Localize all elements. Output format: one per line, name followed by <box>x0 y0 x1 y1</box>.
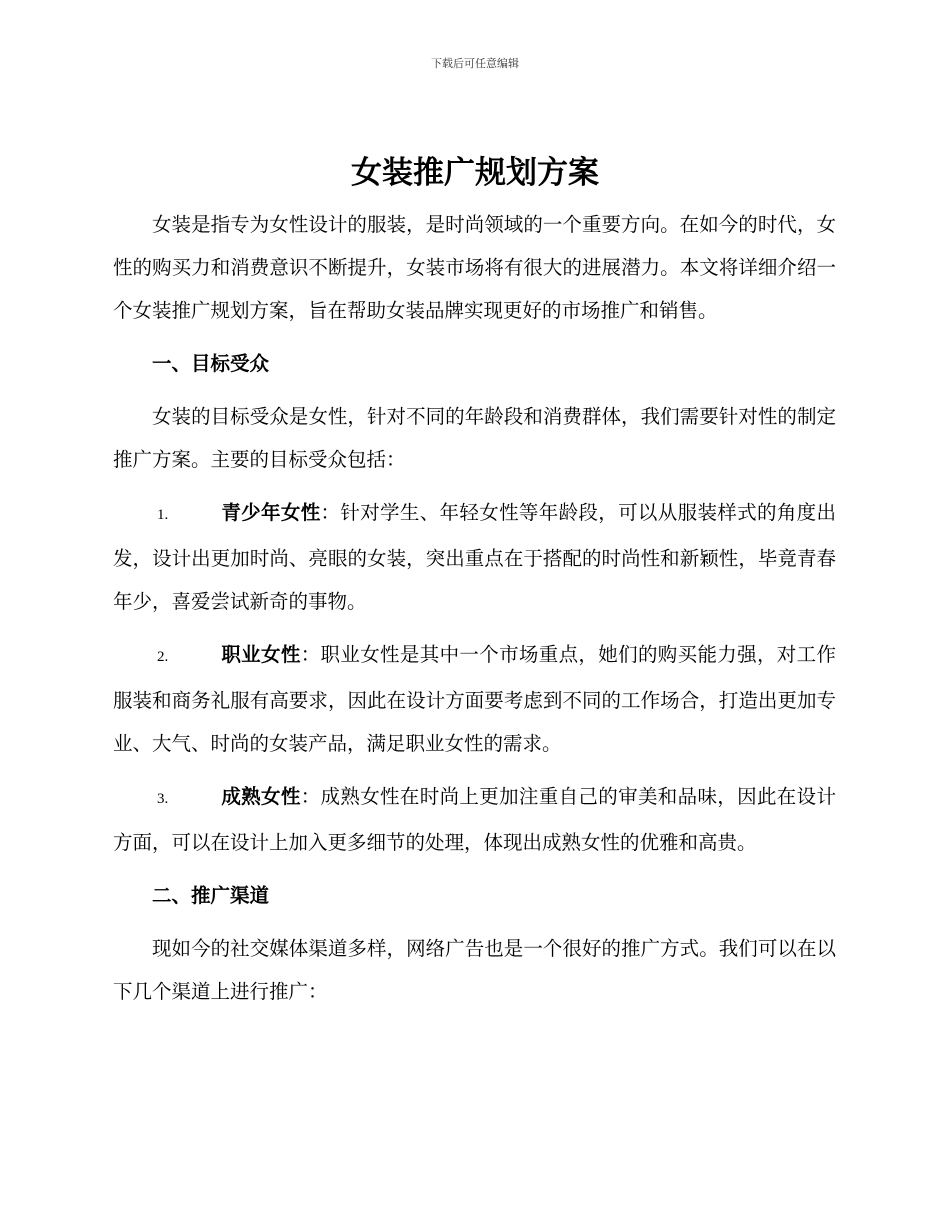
list-item-term: 职业女性 <box>221 643 301 666</box>
promotion-channels-paragraph: 现如今的社交媒体渠道多样，网络广告也是一个很好的推广方式。我们可以在以下几个渠道上进行推广： <box>113 937 836 1003</box>
document-body <box>113 203 836 1013</box>
list-item-term: 青少年女性 <box>221 501 321 524</box>
list-item-number: 3. <box>157 791 169 807</box>
page-header-note: 下载后可任意编辑 <box>431 57 519 70</box>
section-heading-target-audience: 一、目标受众 <box>152 352 270 375</box>
list-item-number: 2. <box>157 649 169 665</box>
list-item-text: ：职业女性是其中一个市场重点，她们的购买能力强，对工作服装和商务礼服有高要求，因此在设计方面要考虑到不同的工作场合，打造出更加专业、大气、时尚的女装产品，满足职业女性的需求。 <box>113 643 836 755</box>
list-item-number: 1. <box>157 507 169 523</box>
list-item <box>113 633 836 765</box>
list-item-text: ：成熟女性在时尚上更加注重自己的审美和品味，因此在设计方面，可以在设计上加入更多细节的处理，体现出成熟女性的优雅和高贵。 <box>113 785 836 854</box>
target-audience-paragraph: 女装的目标受众是女性，针对不同的年龄段和消费群体，我们需要针对性的制定推广方案。主要的目标受众包括： <box>113 405 836 471</box>
section-heading-promotion-channels: 二、推广渠道 <box>152 884 270 907</box>
list-item <box>113 491 836 623</box>
list-item <box>113 775 836 864</box>
document-title: 女装推广规划方案 <box>351 155 599 191</box>
list-item-text: ：针对学生、年轻女性等年龄段，可以从服装样式的角度出发，设计出更加时尚、亮眼的女装，突出重点在于搭配的时尚性和新颖性，毕竟青春年少，喜爱尝试新奇的事物。 <box>113 501 836 613</box>
list-item-term: 成熟女性 <box>221 785 301 808</box>
intro-paragraph: 女装是指专为女性设计的服装，是时尚领域的一个重要方向。在如今的时代，女性的购买力和消费意识不断提升，女装市场将有很大的进展潜力。本文将详细介绍一个女装推广规划方案，旨在帮助女装品牌实现更好的市场推广和销售。 <box>113 213 836 322</box>
